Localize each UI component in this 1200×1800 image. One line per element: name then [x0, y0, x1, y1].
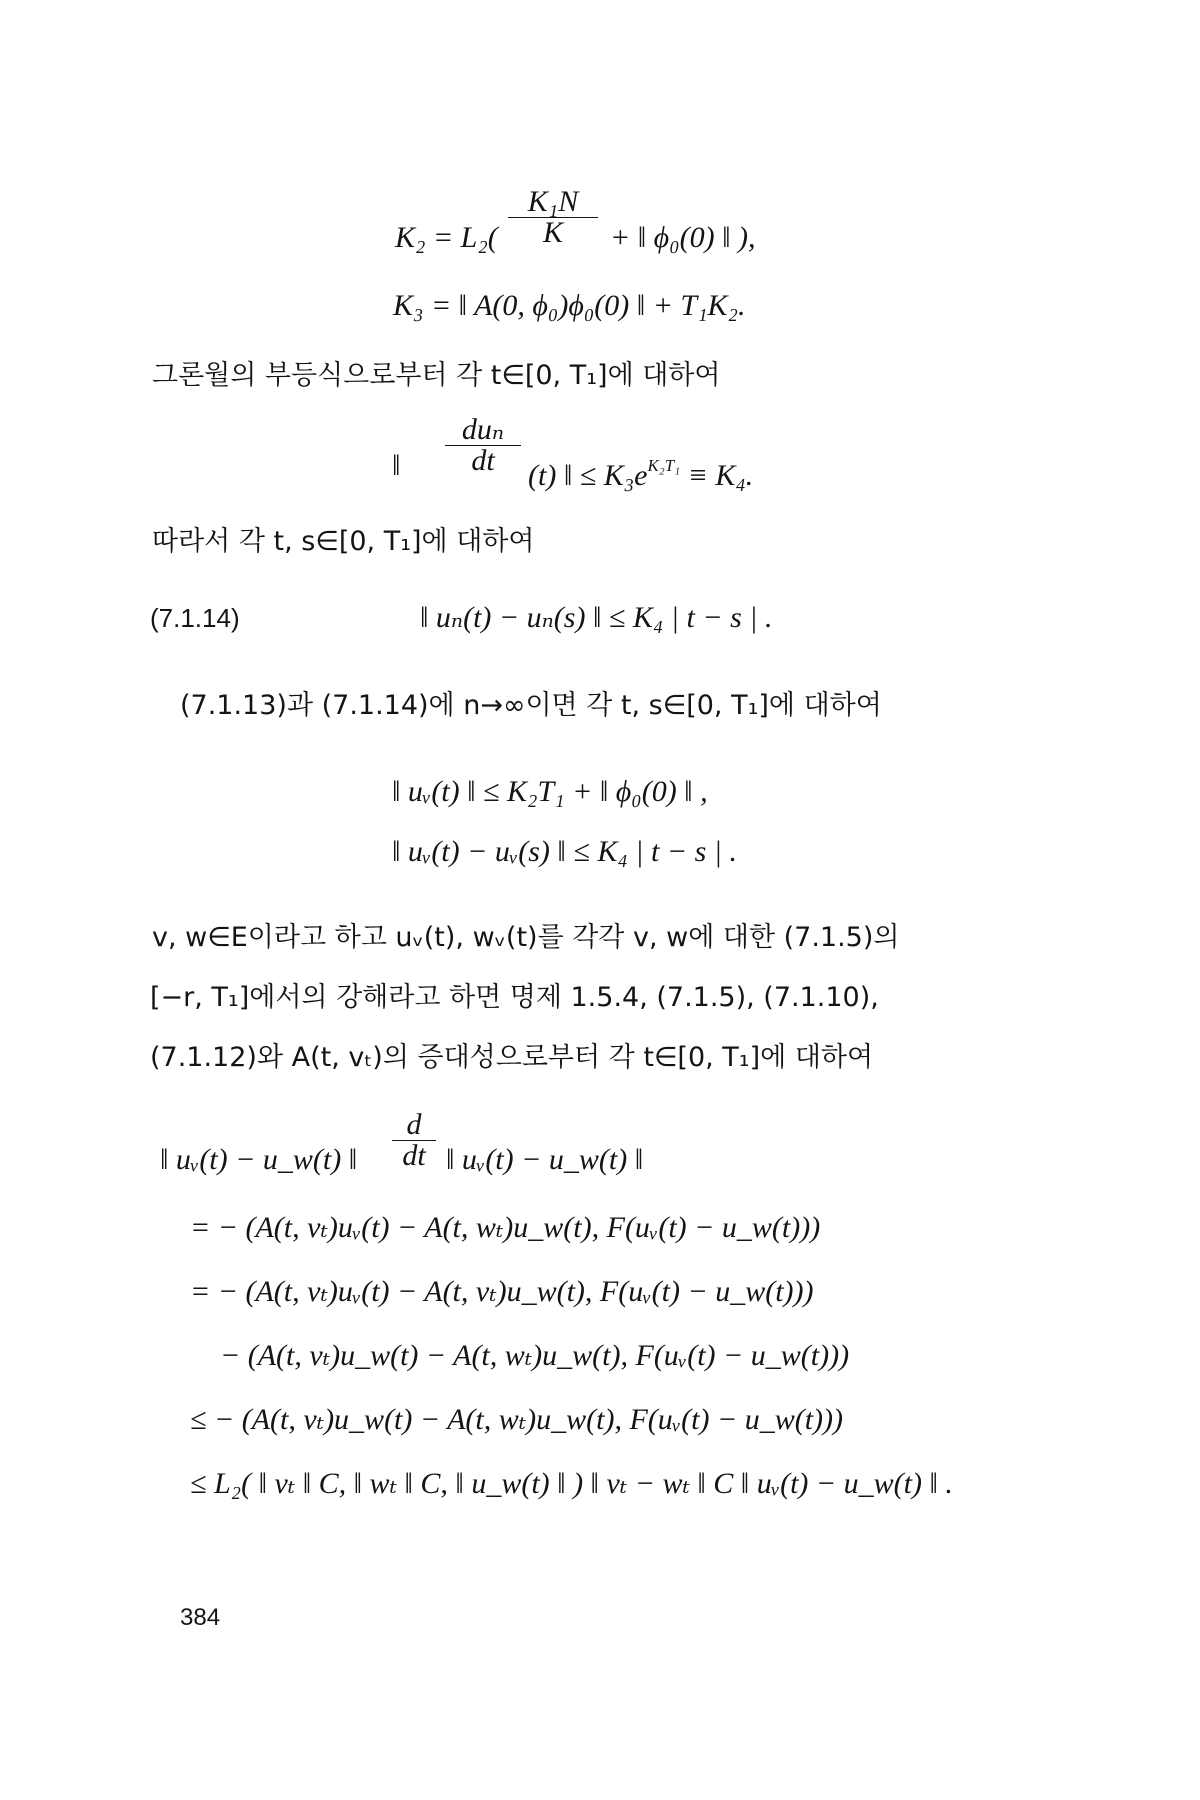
equation-label-7-1-14: (7.1.14) — [150, 603, 240, 633]
paragraph-therefore: 따라서 각 t, s∈[0, T₁]에 대하여 — [152, 526, 535, 557]
inequality-du-denominator: dt — [471, 444, 495, 477]
chain-line-4: ≤ − (A(t, vₜ)u_w(t) − A(t, wₜ)u_w(t), F(uᵥ(t) − u_w(t))) — [190, 1403, 844, 1436]
equation-k2-lhs: K₂ = L₂( — [395, 221, 498, 254]
equation-k2-fraction — [508, 187, 598, 248]
paragraph-strong-solution-1: v, w∈E이라고 하고 uᵥ(t), wᵥ(t)를 각각 v, w에 대한 (7.1.5)의 — [152, 922, 900, 953]
paragraph-strong-solution-2: [−r, T₁]에서의 강해라고 하면 명제 1.5.4, (7.1.5), (7.1.10), — [150, 982, 879, 1013]
derivative-numerator: d — [406, 1108, 422, 1141]
inequality-du-fraction — [445, 415, 521, 476]
paragraph-limit: (7.1.13)과 (7.1.14)에 n→∞이면 각 t, s∈[0, T₁]에 대하여 — [180, 690, 882, 721]
chain-line-1: = − (A(t, vₜ)uᵥ(t) − A(t, wₜ)u_w(t), F(uᵥ(t) − u_w(t))) — [190, 1211, 821, 1244]
derivative-denominator: dt — [402, 1139, 426, 1172]
equation-k2-numerator: K₁N — [527, 185, 579, 218]
inequality-du-numerator: duₙ — [461, 413, 505, 446]
equation-7-1-14: ‖ uₙ(t) − uₙ(s) ‖ ≤ K₄ | t − s | . — [420, 601, 773, 634]
page-number: 384 — [180, 1604, 221, 1631]
inequality-uv-lipschitz: ‖ uᵥ(t) − uᵥ(s) ‖ ≤ K₄ | t − s | . — [392, 835, 737, 868]
derivative-lhs: ‖ uᵥ(t) − u_w(t) ‖ — [160, 1143, 358, 1176]
derivative-fraction — [392, 1110, 436, 1171]
equation-k2-denominator: K — [542, 216, 563, 249]
equation-k2-rhs: + ‖ ϕ₀(0) ‖ ), — [610, 221, 756, 254]
derivative-rhs: ‖ uᵥ(t) − u_w(t) ‖ — [446, 1143, 644, 1176]
chain-line-2: = − (A(t, vₜ)uᵥ(t) − A(t, vₜ)u_w(t), F(uᵥ(t) − u_w(t))) — [190, 1275, 814, 1308]
exponent: K₂T₁ — [647, 456, 681, 475]
inequality-du-body: (t) ‖ ≤ K₃e — [528, 459, 648, 492]
paragraph-gronwall: 그론월의 부등식으로부터 각 t∈[0, T₁]에 대하여 — [152, 360, 721, 391]
equation-k3: K₃ = ‖ A(0, ϕ₀)ϕ₀(0) ‖ + T₁K₂. — [393, 289, 746, 322]
chain-line-5: ≤ L₂( ‖ vₜ ‖ C, ‖ wₜ ‖ C, ‖ u_w(t) ‖ ) ‖ vₜ − wₜ ‖ C ‖ uᵥ(t) − u_w(t) ‖ . — [190, 1467, 953, 1500]
paragraph-strong-solution-3: (7.1.12)와 A(t, vₜ)의 증대성으로부터 각 t∈[0, T₁]에 대하여 — [150, 1042, 874, 1073]
inequality-du-lhs: ‖ — [392, 449, 401, 482]
inequality-du-rhs — [528, 446, 753, 496]
inequality-du-tail: ≡ K₄. — [687, 459, 754, 492]
chain-line-3: − (A(t, vₜ)u_w(t) − A(t, wₜ)u_w(t), F(uᵥ(t) − u_w(t))) — [220, 1339, 850, 1372]
inequality-uv-bound: ‖ uᵥ(t) ‖ ≤ K₂T₁ + ‖ ϕ₀(0) ‖ , — [392, 775, 708, 808]
